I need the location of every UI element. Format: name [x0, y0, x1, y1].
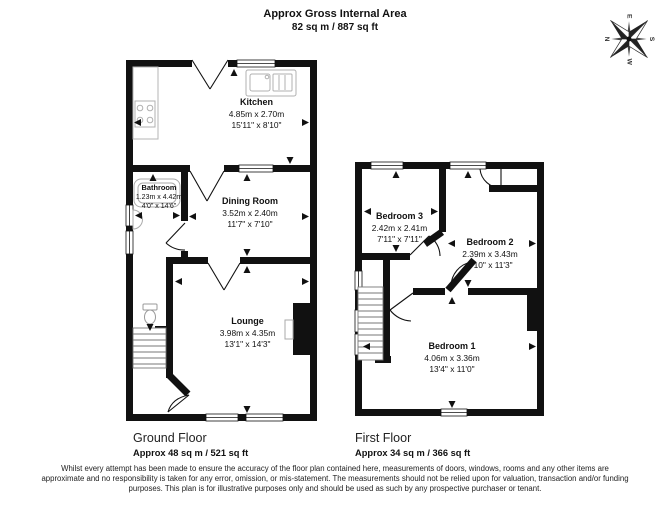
front-door-leaf: [168, 395, 189, 412]
first-floor-name: First Floor: [355, 431, 412, 445]
compass-s: S: [648, 36, 656, 42]
compass-icon: [598, 8, 660, 70]
ground-floor-caption: [133, 431, 248, 458]
toilet-icon: [143, 304, 157, 324]
bedroom1-door-leaf: [390, 293, 413, 310]
lounge-door: [208, 263, 240, 290]
bedroom3-label: Bedroom 3 2.42m x 2.41m 7'11" x 7'11": [371, 211, 428, 244]
ground-door-openings: [181, 59, 240, 265]
bedroom1-door-arc: [390, 310, 411, 321]
first-stairs: [358, 287, 383, 360]
compass-rose: [598, 8, 660, 70]
bedroom1-label: Bedroom 1 4.06m x 3.36m 13'4" x 11'0": [424, 341, 480, 374]
header-title: Approx Gross Internal Area: [263, 8, 407, 20]
page-header: [0, 8, 670, 33]
disclaimer-text: Whilst every attempt has been made to ensure the accuracy of the floor plan contained here, measurements of doors, windows, rooms and any other items are approximate and no responsibility is taken for any error, omission, or mis-statement. The measurements should not be relied upon for valuation, transaction and/or funding purposes. This plan is for illustrative purposes only and should be used as such by any prospective purchaser or tenant.: [41, 464, 629, 494]
first-floor-area: Approx 34 sq m / 366 sq ft: [355, 448, 471, 458]
first-floor-plan: [353, 158, 553, 423]
lounge-label: Lounge 3.98m x 4.35m 13'1" x 14'3": [219, 316, 276, 349]
sink-icon: [246, 70, 296, 96]
kitchen-label: Kitchen 4.85m x 2.70m 15'11" x 8'10": [228, 97, 285, 130]
first-floor-drawing: [353, 158, 553, 423]
compass-n: N: [602, 36, 610, 42]
bathroom-label: Bathroom 1.23m x 4.42m 4'0" x 14'6": [135, 183, 183, 210]
ground-floor-name: Ground Floor: [133, 431, 207, 445]
ground-floor-area: Approx 48 sq m / 521 sq ft: [133, 448, 249, 458]
dining-room-label: Dining Room 3.52m x 2.40m 11'7" x 7'10": [222, 196, 278, 229]
ground-stairs: [133, 328, 166, 368]
header-area: 82 sq m / 887 sq ft: [291, 22, 379, 33]
chimney-breast: [527, 295, 544, 331]
compass-w: W: [625, 58, 633, 65]
compass-e: E: [625, 14, 633, 19]
bed2-closet-wall: [489, 185, 537, 192]
bedroom2-label: Bedroom 2 2.39m x 3.43m 7'10" x 11'3": [462, 237, 518, 270]
hall-diagonal-wall: [169, 375, 188, 394]
first-floor-caption: [355, 431, 470, 458]
